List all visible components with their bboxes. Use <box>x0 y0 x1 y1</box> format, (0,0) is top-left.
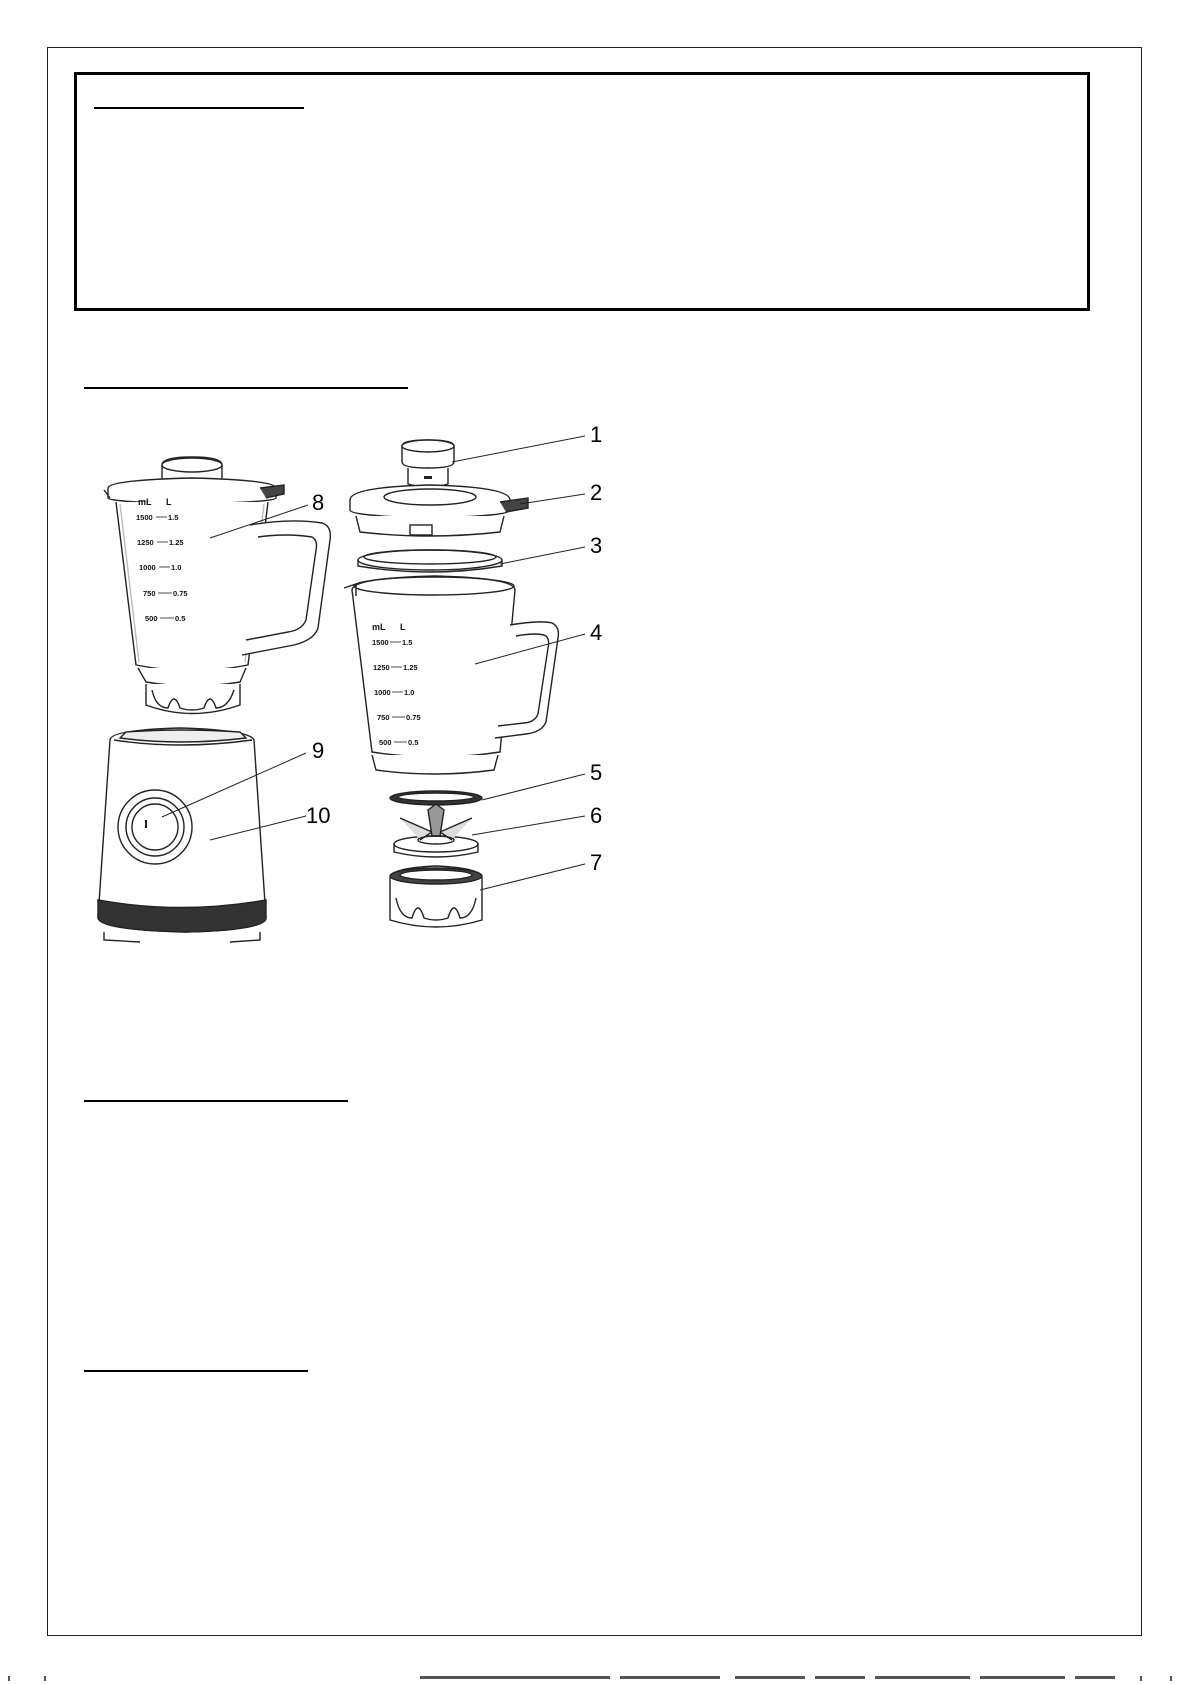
part-1-cap <box>402 440 454 487</box>
callout-8: 8 <box>312 490 325 515</box>
scale-l-1-0: 1.0 <box>404 688 415 697</box>
part-5-gasket <box>390 791 482 805</box>
scale-ml-750: 750 <box>143 589 156 598</box>
assembled-jug <box>104 457 330 714</box>
scale-l-1-25: 1.25 <box>403 663 418 672</box>
blender-exploded-diagram <box>80 422 680 1000</box>
scale-l-0-75: 0.75 <box>406 713 421 722</box>
scale-unit-ml: mL <box>372 622 386 632</box>
callout-10: 10 <box>306 803 331 828</box>
scale-ml-1000: 1000 <box>139 563 156 572</box>
part-4-jug <box>344 576 558 774</box>
scale-unit-ml: mL <box>138 497 152 507</box>
callout-7: 7 <box>590 850 603 875</box>
callout-2: 2 <box>590 480 603 505</box>
callout-4: 4 <box>590 620 603 645</box>
scale-ml-1250: 1250 <box>373 663 390 672</box>
scale-ml-500: 500 <box>379 738 392 747</box>
callout-6: 6 <box>590 803 603 828</box>
scale-l-1-0: 1.0 <box>171 563 182 572</box>
scale-l-0-5: 0.5 <box>175 614 186 623</box>
scale-l-1-25: 1.25 <box>169 538 184 547</box>
part-3-seal-ring <box>358 550 502 572</box>
callout-5: 5 <box>590 760 603 785</box>
scale-ml-1250: 1250 <box>137 538 154 547</box>
part-6-blade-assembly <box>394 804 478 857</box>
scale-l-0-75: 0.75 <box>173 589 188 598</box>
part-2-lid <box>350 485 528 536</box>
parts-heading-underline <box>84 387 408 389</box>
callout-3: 3 <box>590 533 603 558</box>
scale-ml-500: 500 <box>145 614 158 623</box>
scale-ml-750: 750 <box>377 713 390 722</box>
scale-ml-1500: 1500 <box>136 513 153 522</box>
scale-unit-l: L <box>400 622 406 632</box>
part-7-base-collar <box>390 866 482 927</box>
scale-l-1-5: 1.5 <box>402 638 413 647</box>
section4-heading-underline <box>84 1370 308 1372</box>
section3-heading-underline <box>84 1100 348 1102</box>
scale-ml-1500: 1500 <box>372 638 389 647</box>
warning-heading-underline <box>94 107 304 109</box>
callout-1: 1 <box>590 422 603 447</box>
scale-l-1-5: 1.5 <box>168 513 179 522</box>
motor-base <box>98 728 266 942</box>
footer-crop-marks <box>0 1672 1191 1685</box>
scale-ml-1000: 1000 <box>374 688 391 697</box>
callout-9: 9 <box>312 738 325 763</box>
scale-l-0-5: 0.5 <box>408 738 419 747</box>
scale-unit-l: L <box>166 497 172 507</box>
